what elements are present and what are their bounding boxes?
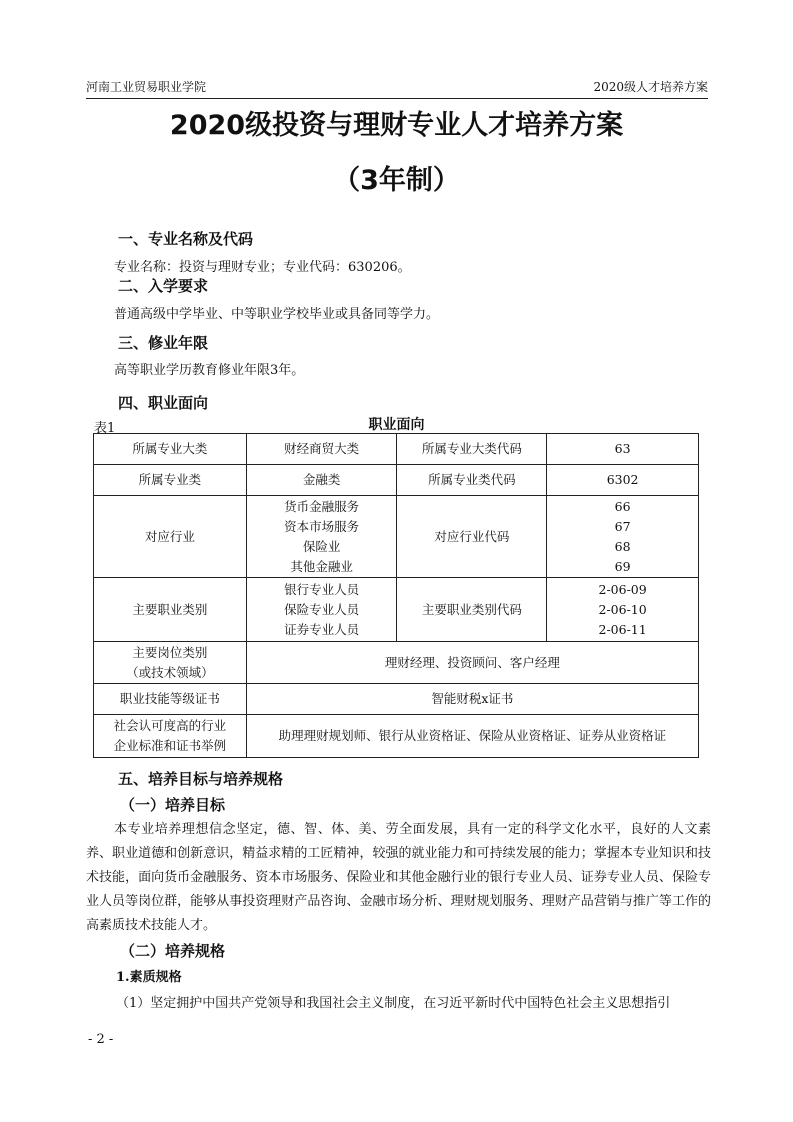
section-1-heading: 一、专业名称及代码	[118, 230, 254, 248]
table-cell: 6302	[547, 465, 699, 496]
table-cell: 主要职业类别代码	[397, 578, 547, 642]
table-label: 表1	[94, 421, 116, 436]
table-cell: 对应行业代码	[397, 496, 547, 578]
page-header	[86, 76, 708, 99]
occupation-table	[93, 433, 699, 758]
occupation-code: 2-06-11	[598, 621, 647, 637]
table-cell	[94, 715, 247, 758]
occupation-item: 银行专业人员	[284, 581, 360, 597]
cell-line: 企业标准和证书举例	[113, 738, 227, 753]
table-cell: 63	[547, 434, 699, 465]
table-cell: 所属专业类代码	[397, 465, 547, 496]
occupation-item: 证券专业人员	[284, 621, 360, 637]
occupation-code: 2-06-10	[598, 601, 647, 617]
table-row	[94, 642, 699, 684]
table-cell	[547, 496, 699, 578]
table-cell: 财经商贸大类	[246, 434, 397, 465]
table-cell: 对应行业	[94, 496, 247, 578]
industry-code: 69	[614, 558, 631, 574]
table-row	[94, 715, 699, 758]
table-cell	[246, 578, 397, 642]
occupation-code: 2-06-09	[598, 581, 647, 597]
quality-specs-heading: 1.素质规格	[116, 970, 182, 985]
header-doc-title: 2020级人才培养方案	[593, 80, 708, 94]
table-cell: 理财经理、投资顾问、客户经理	[246, 642, 698, 684]
table-row	[94, 578, 699, 642]
header-institution: 河南工业贸易职业学院	[86, 80, 207, 94]
cell-line: 主要岗位类别	[132, 644, 208, 660]
document-subtitle: （3年制）	[333, 165, 460, 196]
document-title: 2020级投资与理财专业人才培养方案	[169, 110, 624, 141]
occupation-item: 保险专业人员	[284, 601, 360, 617]
table-row	[94, 434, 699, 465]
industry-item: 其他金融业	[290, 558, 353, 574]
page-number: - 2 -	[88, 1032, 114, 1047]
industry-item: 保险业	[302, 538, 341, 554]
table-cell	[246, 496, 397, 578]
table-cell: 所属专业大类	[94, 434, 247, 465]
table-cell	[547, 578, 699, 642]
subsection-goals-heading: （一）培养目标	[120, 796, 226, 814]
table-cell: 主要职业类别	[94, 578, 247, 642]
cell-line: 社会认可度高的行业	[113, 718, 227, 733]
section-5-heading: 五、培养目标与培养规格	[118, 770, 284, 788]
table-cell: 智能财税x证书	[246, 684, 698, 715]
table-cell: 职业技能等级证书	[94, 684, 247, 715]
section-4-heading: 四、职业面向	[118, 394, 209, 412]
industry-item: 货币金融服务	[284, 498, 360, 514]
industry-code: 67	[614, 518, 631, 534]
section-2-text: 普通高级中学毕业、中等职业学校毕业或具备同等学力。	[114, 307, 440, 322]
quality-spec-item: （1）坚定拥护中国共产党领导和我国社会主义制度，在习近平新时代中国特色社会主义思想指引	[116, 996, 671, 1011]
section-1-text: 专业名称：投资与理财专业；专业代码：630206。	[114, 260, 411, 275]
section-2-heading: 二、入学要求	[118, 277, 209, 295]
table-cell: 所属专业大类代码	[397, 434, 547, 465]
table-row	[94, 684, 699, 715]
table-cell: 金融类	[246, 465, 397, 496]
goals-paragraph: 本专业培养理想信念坚定，德、智、体、美、劳全面发展，具有一定的科学文化水平，良好的人文素养、职业道德和创新意识，精益求精的工匠精神，较强的就业能力和可持续发展的能力；掌握本专业知识和技术技能，面向货币金融服务、资本市场服务、保险业和其他金融行业的银行专业人员、证券专业人员、保险专业人员等岗位群，能够从事投资理财产品咨询、金融市场分析、理财规划服务、理财产品营销与推广等工作的高素质技术技能人才。	[86, 822, 711, 933]
table-title: 职业面向	[368, 417, 425, 433]
section-3-text: 高等职业学历教育修业年限3年。	[114, 363, 305, 378]
cell-line: （或技术领域）	[126, 664, 214, 680]
table-cell	[94, 642, 247, 684]
table-cell: 所属专业类	[94, 465, 247, 496]
table-row	[94, 465, 699, 496]
table-cell: 助理理财规划师、银行从业资格证、保险从业资格证、证券从业资格证	[246, 715, 698, 758]
industry-code: 66	[614, 498, 631, 514]
table-row	[94, 496, 699, 578]
section-3-heading: 三、修业年限	[118, 334, 209, 352]
industry-item: 资本市场服务	[284, 518, 360, 534]
subsection-specs-heading: （二）培养规格	[120, 942, 226, 960]
industry-code: 68	[614, 538, 631, 554]
